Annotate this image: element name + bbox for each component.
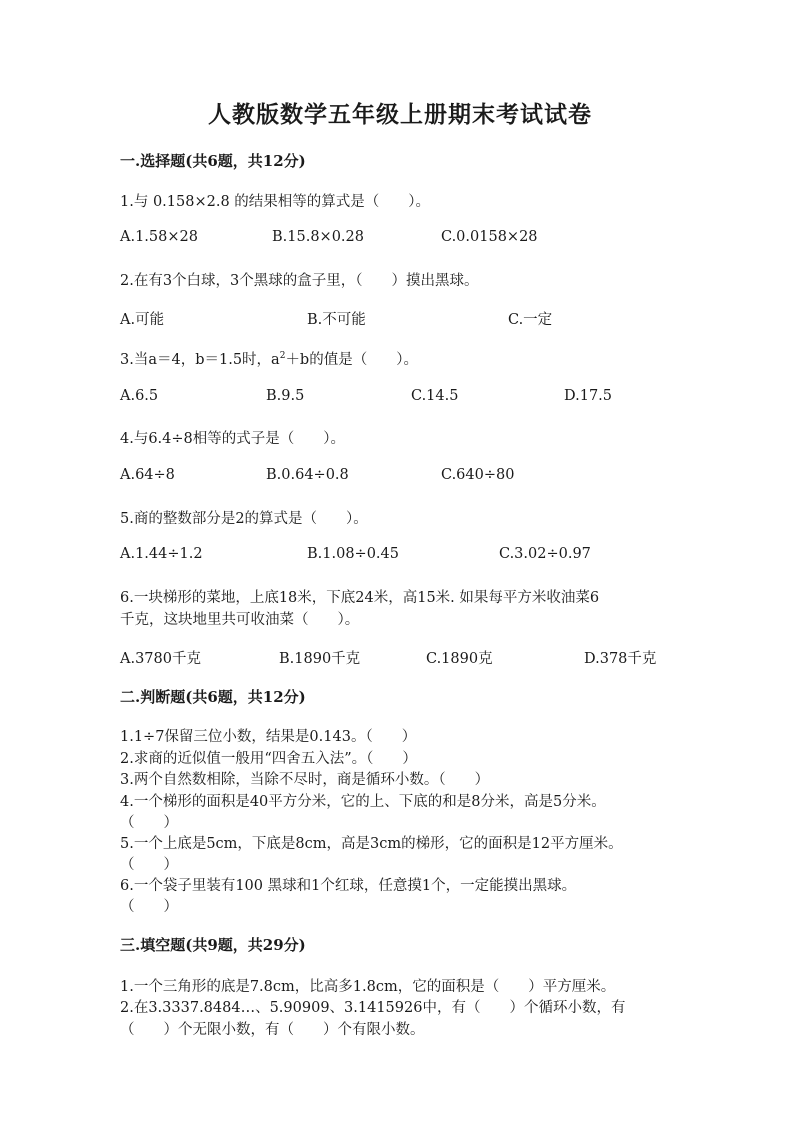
judgement-line: 1.1÷7保留三位小数，结果是0.143。（ ） bbox=[120, 729, 417, 745]
question-1-stem: 1.与 0.158×2.8 的结果相等的算式是（ ）。 bbox=[120, 194, 431, 210]
fill-in-line: 1.一个三角形的底是7.8cm，比高多1.8cm，它的面积是（ ）平方厘米。 bbox=[120, 979, 616, 995]
question-4-option-c: C.640÷80 bbox=[441, 467, 515, 483]
judgement-line: 5.一个上底是5cm，下底是8cm，高是3cm的梯形，它的面积是12平方厘米。 bbox=[120, 836, 623, 852]
question-1-option-a: A.1.58×28 bbox=[120, 229, 198, 245]
question-4-stem: 4.与6.4÷8相等的式子是（ ）。 bbox=[120, 431, 346, 447]
section-heading-choice: 一.选择题(共6题，共12分) bbox=[120, 152, 306, 170]
question-6-option-a: A.3780千克 bbox=[120, 651, 201, 667]
question-3-stem: 3.当a＝4，b＝1.5时，$a^2+b$的值是（ ）。 bbox=[120, 351, 418, 368]
question-4-option-b: B.0.64÷0.8 bbox=[266, 467, 349, 483]
question-1-option-b: B.15.8×0.28 bbox=[272, 229, 364, 245]
judgement-line: 4.一个梯形的面积是40平方分米，它的上、下底的和是8分米，高是5分米。 bbox=[120, 794, 606, 810]
fill-in-line: （ ）个无限小数，有（ ）个有限小数。 bbox=[120, 1022, 425, 1038]
question-2-option-c: C.一定 bbox=[508, 312, 553, 328]
judgement-line: （ ） bbox=[120, 815, 178, 831]
page-title: 人教版数学五年级上册期末考试试卷 bbox=[208, 101, 592, 128]
judgement-line: 3.两个自然数相除，当除不尽时，商是循环小数。（ ） bbox=[120, 772, 490, 788]
question-6-stem-line-1: 6.一块梯形的菜地，上底18米，下底24米，高15米. 如果每平方米收油菜6 bbox=[120, 590, 600, 606]
fill-in-line: 2.在3.3337.8484…、5.90909、3.1415926中，有（ ）个循环小数，有 bbox=[120, 1000, 626, 1016]
question-6-stem-line-2: 千克，这块地里共可收油菜（ ）。 bbox=[120, 612, 360, 628]
question-6-option-c: C.1890克 bbox=[426, 651, 493, 667]
superscript-exponent: 2 bbox=[279, 351, 286, 362]
question-3-option-d: D.17.5 bbox=[564, 388, 613, 404]
question-5-option-c: C.3.02÷0.97 bbox=[499, 546, 591, 562]
question-1-option-c: C.0.0158×28 bbox=[441, 229, 538, 245]
question-5-stem: 5.商的整数部分是2的算式是（ ）。 bbox=[120, 511, 368, 527]
question-6-option-d: D.378千克 bbox=[584, 651, 657, 667]
question-2-option-b: B.不可能 bbox=[307, 312, 366, 328]
question-3-option-b: B.9.5 bbox=[266, 388, 305, 404]
judgement-line: 2.求商的近似值一般用“四舍五入法”。（ ） bbox=[120, 751, 417, 767]
question-4-option-a: A.64÷8 bbox=[120, 467, 175, 483]
judgement-line: （ ） bbox=[120, 857, 178, 873]
judgement-line: 6.一个袋子里装有100 黑球和1个红球，任意摸1个，一定能摸出黑球。 bbox=[120, 878, 577, 894]
question-6-option-b: B.1890千克 bbox=[279, 651, 361, 667]
question-2-stem: 2.在有3个白球，3个黑球的盒子里，（ ）摸出黑球。 bbox=[120, 273, 479, 289]
question-5-option-b: B.1.08÷0.45 bbox=[307, 546, 399, 562]
question-5-option-a: A.1.44÷1.2 bbox=[120, 546, 203, 562]
section-heading-judgement: 二.判断题(共6题，共12分) bbox=[120, 688, 306, 706]
question-3-option-a: A.6.5 bbox=[120, 388, 159, 404]
question-3-option-c: C.14.5 bbox=[411, 388, 459, 404]
judgement-line: （ ） bbox=[120, 899, 178, 915]
question-2-option-a: A.可能 bbox=[120, 312, 165, 328]
section-heading-fill-in: 三.填空题(共9题，共29分) bbox=[120, 936, 306, 954]
